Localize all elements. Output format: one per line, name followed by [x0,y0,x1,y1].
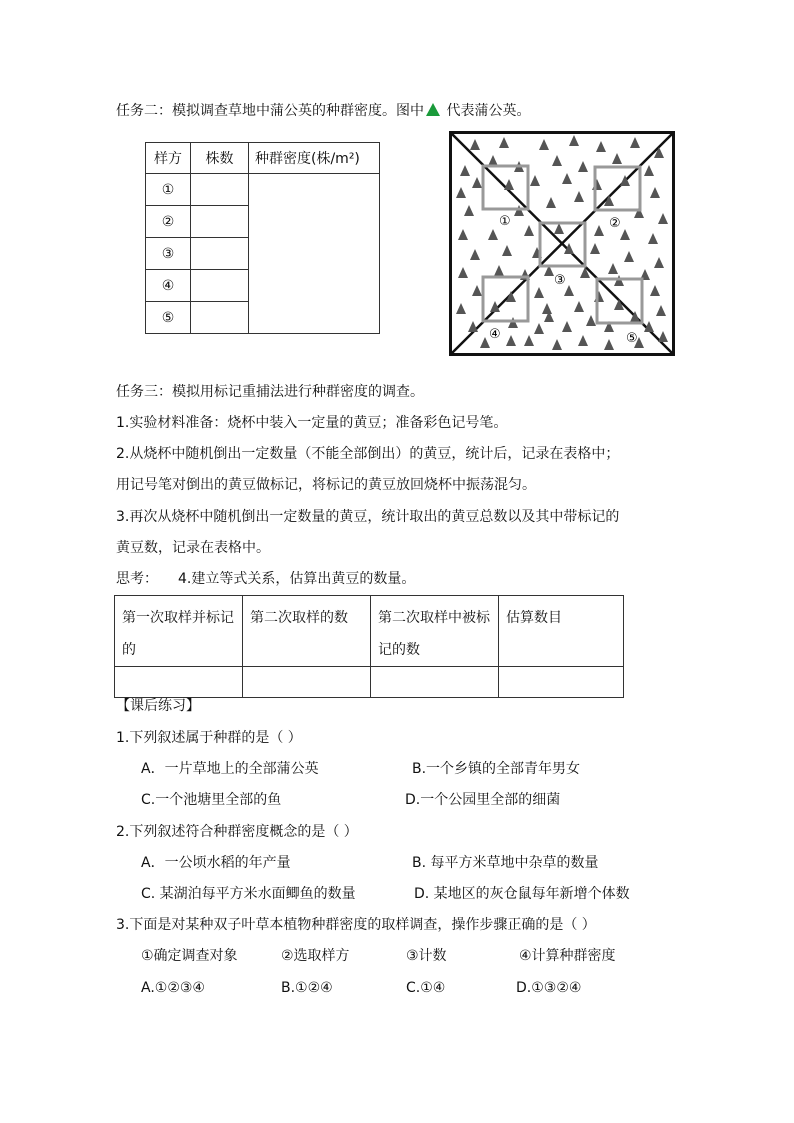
q3-step-4: ④计算种群密度 [519,948,616,964]
dandelion-triangle-icon [426,103,440,116]
task3-step2-line1: 2.从烧杯中随机倒出一定数量（不能全部倒出）的黄豆，统计后，记录在表格中； [116,446,620,462]
task3-step1: 1.实验材料准备：烧杯中装入一定量的黄豆；准备彩色记号笔。 [116,415,508,431]
q1-stem: 1.下列叙述属于种群的是（ ） [116,730,302,746]
q3-option-c[interactable]: C.①④ [406,980,446,996]
quadrat-header-density: 种群密度(株/m²) [249,143,380,174]
q3-stem: 3.下面是对某种双子叶草本植物种群密度的取样调查，操作步骤正确的是（ ） [116,917,596,933]
quadrat-count-cell[interactable] [191,206,249,238]
bean-first-cell[interactable] [115,667,243,698]
figure-label-2: ② [609,216,621,231]
task2-heading-text-after: 代表蒲公英。 [446,103,531,119]
quadrat-row-label: ③ [146,238,191,270]
task3-step3-line1: 3.再次从烧杯中随机倒出一定数量的黄豆，统计取出的黄豆总数以及其中带标记的 [116,509,620,525]
task3-step2-line2: 用记号笔对倒出的黄豆做标记，将标记的黄豆放回烧杯中振荡混匀。 [116,477,536,493]
q3-option-a[interactable]: A.①②③④ [141,980,205,996]
task3-step4: 4.建立等式关系，估算出黄豆的数量。 [178,571,416,587]
q1-option-c[interactable]: C.一个池塘里全部的鱼 [141,792,282,808]
q1-option-a[interactable]: A．一片草地上的全部蒲公英 [141,761,319,777]
figure-label-3: ③ [554,273,566,288]
task3-title: 任务三：模拟用标记重捕法进行种群密度的调查。 [116,384,424,400]
task2-heading [116,103,530,118]
figure-label-1: ① [499,214,511,229]
bean-second-cell[interactable] [243,667,371,698]
q3-option-b[interactable]: B.①②④ [281,980,333,996]
q3-step-3: ③计数 [406,948,447,964]
q2-option-a[interactable]: A．一公顷水稻的年产量 [141,855,291,871]
q3-step-2: ②选取样方 [281,948,350,964]
quadrat-header-sample: 样方 [146,143,191,174]
q2-option-b[interactable]: B. 每平方米草地中杂草的数量 [412,855,599,871]
bean-table [114,595,624,698]
q3-option-d[interactable]: D.①③②④ [516,980,582,996]
quadrat-header-count: 株数 [191,143,249,174]
think-label: 思考： [116,571,158,587]
bean-header-estimate: 估算数目 [499,596,624,667]
q2-option-c[interactable]: C. 某湖泊每平方米水面鲫鱼的数量 [141,886,356,902]
bean-marked-cell[interactable] [371,667,499,698]
bean-header-first: 第一次取样并标记的 [115,596,243,667]
task2-heading-text: 任务二：模拟调查草地中蒲公英的种群密度。图中 [116,103,424,119]
q3-step-1: ①确定调查对象 [141,948,238,964]
task3-step3-line2: 黄豆数，记录在表格中。 [116,540,270,556]
quadrat-count-cell[interactable] [191,270,249,302]
q1-option-d[interactable]: D.一个公园里全部的细菌 [405,792,561,808]
quadrat-row-label: ④ [146,270,191,302]
exercises-heading: 【课后练习】 [116,698,200,714]
quadrat-count-cell[interactable] [191,302,249,334]
quadrat-row-label: ② [146,206,191,238]
q1-option-b[interactable]: B.一个乡镇的全部青年男女 [412,761,581,777]
q2-option-d[interactable]: D. 某地区的灰仓鼠每年新增个体数 [414,886,630,902]
quadrat-row-label: ① [146,174,191,206]
figure-label-4: ④ [489,327,501,342]
bean-estimate-cell[interactable] [499,667,624,698]
q2-stem: 2.下列叙述符合种群密度概念的是（ ） [116,824,358,840]
sampling-figure [449,131,675,356]
quadrat-row-label: ⑤ [146,302,191,334]
quadrat-count-cell[interactable] [191,174,249,206]
bean-header-second: 第二次取样的数 [243,596,371,667]
bean-header-marked: 第二次取样中被标记的数 [371,596,499,667]
task3-think [116,572,415,586]
quadrat-count-cell[interactable] [191,238,249,270]
figure-label-5: ⑤ [626,331,638,346]
quadrat-table [145,142,380,334]
quadrat-density-cell[interactable] [249,174,380,334]
